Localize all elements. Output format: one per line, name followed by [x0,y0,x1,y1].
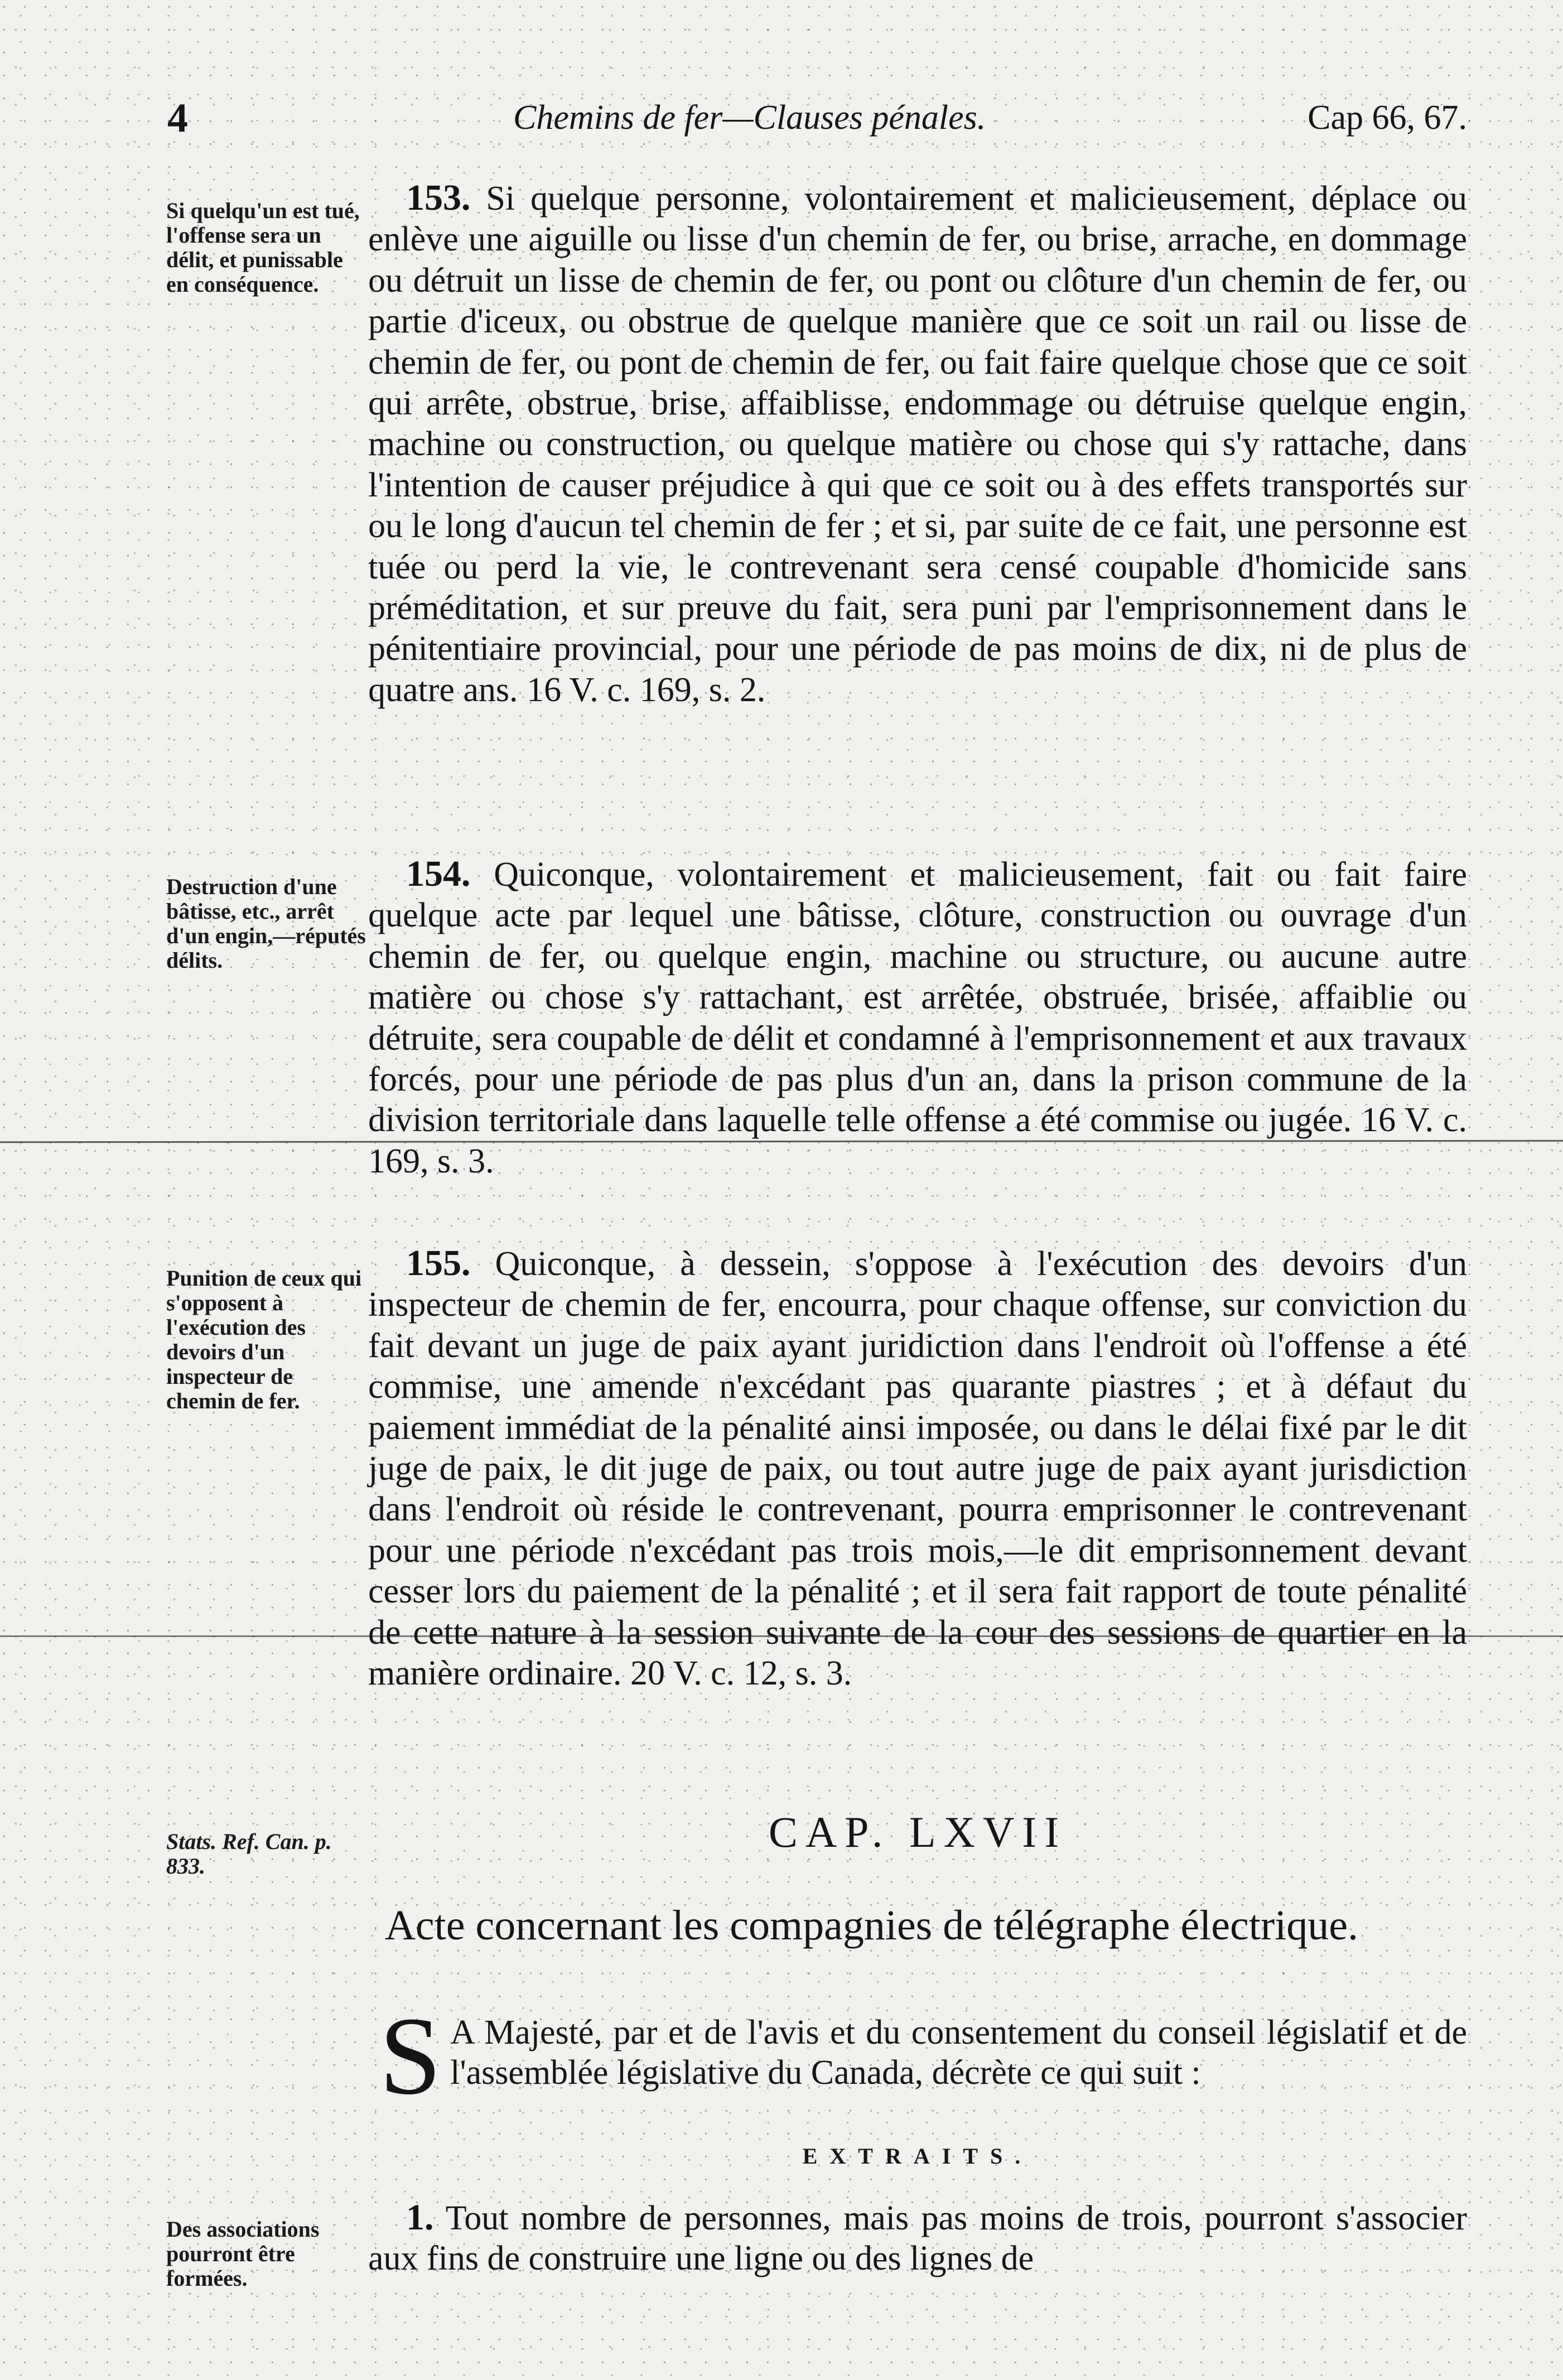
article-number: 1. [406,2197,434,2238]
page-number: 4 [167,95,188,141]
running-title: Chemins de fer—Clauses pénales. [513,99,986,137]
section-text: Quiconque, volontairement et malicieusement, fait ou fait faire quelque acte par lequel une bâtisse, clôture, construction ou ouvrage d'un chemin de fer, ou quelque engin, machine ou structure, ou aucune autre matière ou chose s'y rattachant, est arrêtée, obstruée, brisée, affaiblie ou détruite, sera coupable de délit et condamné à l'emprisonnement et aux travaux forcés, pour une période de pas plus d'un an, dans la prison commune de la division territoriale dans laquelle telle offense a été commise ou jugée. [368,856,1468,1140]
margin-note-art1: Des associations pourront être formées. [166,2217,320,2291]
section-text: Si quelque personne, volontairement et malicieusement, déplace ou enlève une aiguille ou lisse d'un chemin de fer, ou brise, arrache, en dommage ou détruit un lisse de chemin de fer, ou pont ou clôture d'un chemin de fer, ou partie d'iceux, ou obstrue de quelque manière que ce soit un rail ou lisse de chemin de fer, ou pont de chemin de fer, ou fait faire quelque chose que ce soit qui arrête, obstrue, brise, affaiblisse, endommage ou détruise quelque engin, machine ou construction, ou quelque matière ou chose qui s'y rattache, dans l'intention de causer préjudice à qui que ce soit ou à des effets transportés sur ou le long d'aucun tel chemin de fer ; et si, par suite de ce fait, une personne est tuée ou perd la vie, le contrevenant sera censé coupable d'homicide sans préméditation, et sur preuve du fait, sera puni par l'emprisonnement dans le pénitentiaire provincial, pour une période de pas moins de dix, ni de plus de quatre ans. [368,180,1468,709]
section-number: 154. [406,853,471,894]
chapter-reference: Cap 66, 67. [1308,99,1467,137]
section-number: 155. [406,1243,471,1283]
act-title: Acte concernant les compagnies de télégraphe électrique. [385,1902,1359,1949]
page-header [167,95,1467,151]
extraits-heading: EXTRAITS. [802,2144,1033,2169]
drop-cap: S [379,1995,442,2118]
article-text: Tout nombre de personnes, mais pas moins de trois, pourront s'associer aux fins de construire une ligne ou des lignes de [368,2199,1467,2277]
statute-reference: 16 V. c. 169, s. 2. [527,670,766,709]
section-number: 153. [406,177,471,218]
enacting-text: A Majesté, par et de l'avis et du consentement du conseil législatif et de l'assemblée législative du Canada, décrète ce qui suit : [450,2014,1467,2092]
section-155 [368,1243,1467,1694]
article-1 [368,2198,1467,2278]
section-153 [368,177,1467,711]
section-text: Quiconque, à dessein, s'oppose à l'exécution des devoirs d'un inspecteur de chemin de fer, encourra, pour chaque offense, sur conviction du fait devant un juge de paix ayant juridiction dans l'endroit où l'offense a été commise, une amende n'excédant pas quarante piastres ; et à défaut du paiement immédiat de la pénalité ainsi imposée, ou dans le délai fixé par le dit juge de paix, le dit juge de paix, ou tout autre juge de paix ayant jurisdiction dans l'endroit où réside le contrevenant, pourra emprisonner le contrevenant pour une période n'excédant pas trois mois,—le dit emprisonnement devant cesser lors du paiement de la pénalité ; et il sera fait rapport de toute pénalité de cette nature à la session suivante de la cour des sessions de quartier en la manière ordinaire. [368,1245,1468,1693]
enacting-clause [379,1995,1467,2118]
statute-reference: 16 V. c. 169, s. 3. [368,1101,1468,1180]
margin-note-153: Si quelqu'un est tué, l'offense sera un délit, et punissable en conséquence. [166,198,360,297]
chapter-title: CAP. LXVII [768,1808,1067,1856]
margin-note-154: Destruction d'une bâtisse, etc., arrêt d'un engin,—réputés délits. [166,874,366,973]
margin-note-stats-ref: Stats. Ref. Can. p. 833. [166,1829,332,1879]
margin-note-155: Punition de ceux qui s'opposent à l'exécution des devoirs d'un inspecteur de chemin de fer. [166,1266,362,1413]
statute-reference: 20 V. c. 12, s. 3. [630,1654,852,1693]
section-154 [368,853,1467,1182]
